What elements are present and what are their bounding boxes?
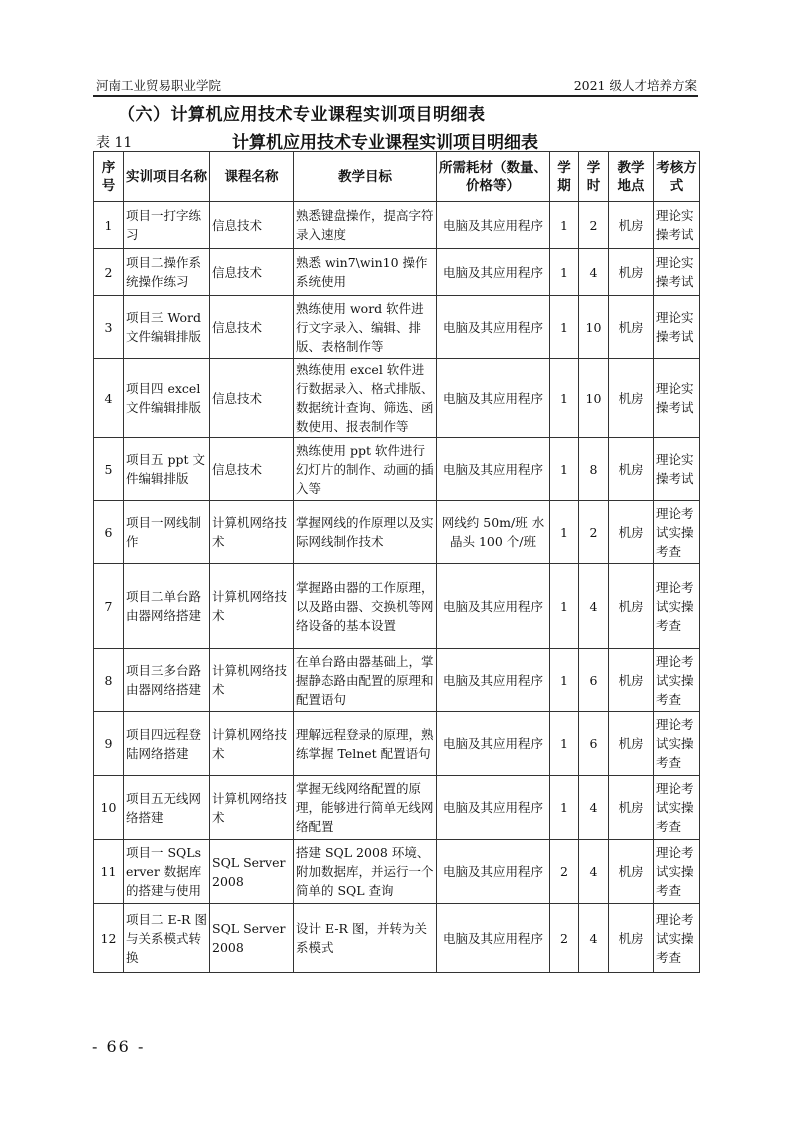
row-hours: 4	[579, 904, 609, 973]
row-assess: 理论实操考试	[654, 202, 700, 249]
row-goal: 熟练使用 excel 软件进行数据录入、格式排版、数据统计查询、筛选、函数使用、报表制作等	[294, 359, 437, 438]
row-project: 项目五 ppt 文件编辑排版	[124, 438, 210, 501]
row-assess: 理论实操考试	[654, 359, 700, 438]
row-place: 机房	[609, 564, 654, 649]
row-project: 项目二 E-R 图与关系模式转换	[124, 904, 210, 973]
row-hours: 4	[579, 249, 609, 296]
col-header-assess: 考核方式	[654, 152, 700, 202]
row-term: 1	[550, 501, 579, 564]
row-course: 计算机网络技术	[210, 564, 294, 649]
row-place: 机房	[609, 501, 654, 564]
row-place: 机房	[609, 296, 654, 359]
row-course: 信息技术	[210, 438, 294, 501]
table-body	[94, 202, 700, 973]
row-hours: 2	[579, 202, 609, 249]
row-assess: 理论考试实操考查	[654, 712, 700, 776]
row-project: 项目四 excel 文件编辑排版	[124, 359, 210, 438]
row-goal: 掌握无线网络配置的原理，能够进行简单无线网络配置	[294, 776, 437, 840]
row-hours: 4	[579, 776, 609, 840]
table-label: 表 11	[96, 135, 133, 151]
row-no: 5	[94, 438, 124, 501]
row-term: 1	[550, 564, 579, 649]
row-course: SQL Server 2008	[210, 840, 294, 904]
row-assess: 理论实操考试	[654, 249, 700, 296]
row-no: 4	[94, 359, 124, 438]
table-title: 计算机应用技术专业课程实训项目明细表	[232, 133, 538, 153]
row-assess: 理论实操考试	[654, 296, 700, 359]
row-project: 项目一 SQLserver 数据库的搭建与使用	[124, 840, 210, 904]
row-goal: 熟练使用 word 软件进行文字录入、编辑、排版、表格制作等	[294, 296, 437, 359]
row-goal: 理解远程登录的原理，熟练掌握 Telnet 配置语句	[294, 712, 437, 776]
row-hours: 2	[579, 501, 609, 564]
table-row	[94, 202, 700, 249]
row-material: 电脑及其应用程序	[437, 249, 550, 296]
row-term: 2	[550, 840, 579, 904]
row-place: 机房	[609, 840, 654, 904]
col-header-place: 教学地点	[609, 152, 654, 202]
row-course: 信息技术	[210, 359, 294, 438]
header-school: 河南工业贸易职业学院	[96, 78, 222, 93]
row-no: 12	[94, 904, 124, 973]
row-assess: 理论考试实操考查	[654, 564, 700, 649]
row-hours: 6	[579, 712, 609, 776]
row-project: 项目一网线制作	[124, 501, 210, 564]
row-course: 信息技术	[210, 296, 294, 359]
row-hours: 10	[579, 359, 609, 438]
row-no: 9	[94, 712, 124, 776]
table-row	[94, 840, 700, 904]
row-term: 1	[550, 712, 579, 776]
table-row	[94, 712, 700, 776]
header-rule	[93, 95, 698, 97]
row-goal: 熟练使用 ppt 软件进行幻灯片的制作、动画的插入等	[294, 438, 437, 501]
row-course: 计算机网络技术	[210, 712, 294, 776]
row-term: 1	[550, 202, 579, 249]
row-place: 机房	[609, 249, 654, 296]
row-no: 1	[94, 202, 124, 249]
row-hours: 10	[579, 296, 609, 359]
row-no: 8	[94, 649, 124, 712]
table-row	[94, 649, 700, 712]
row-term: 1	[550, 438, 579, 501]
row-assess: 理论考试实操考查	[654, 776, 700, 840]
row-no: 10	[94, 776, 124, 840]
col-header-course: 课程名称	[210, 152, 294, 202]
row-course: 计算机网络技术	[210, 649, 294, 712]
table-row	[94, 296, 700, 359]
row-course: 信息技术	[210, 202, 294, 249]
page-number: - 66 -	[92, 1037, 146, 1056]
table-row	[94, 776, 700, 840]
row-place: 机房	[609, 776, 654, 840]
col-header-term: 学期	[550, 152, 579, 202]
row-no: 11	[94, 840, 124, 904]
row-place: 机房	[609, 202, 654, 249]
row-course: 信息技术	[210, 249, 294, 296]
row-place: 机房	[609, 904, 654, 973]
row-hours: 6	[579, 649, 609, 712]
row-hours: 4	[579, 564, 609, 649]
row-material: 电脑及其应用程序	[437, 296, 550, 359]
row-goal: 掌握路由器的工作原理，以及路由器、交换机等网络设备的基本设置	[294, 564, 437, 649]
row-term: 1	[550, 359, 579, 438]
col-header-no: 序号	[94, 152, 124, 202]
table-row	[94, 249, 700, 296]
row-project: 项目一打字练习	[124, 202, 210, 249]
table-header-row	[94, 152, 700, 202]
row-material: 电脑及其应用程序	[437, 776, 550, 840]
header-plan: 2021 级人才培养方案	[573, 78, 697, 93]
row-material: 电脑及其应用程序	[437, 202, 550, 249]
row-no: 7	[94, 564, 124, 649]
row-course: 计算机网络技术	[210, 776, 294, 840]
row-no: 6	[94, 501, 124, 564]
row-material: 电脑及其应用程序	[437, 564, 550, 649]
row-goal: 搭建 SQL 2008 环境、附加数据库，并运行一个简单的 SQL 查询	[294, 840, 437, 904]
row-project: 项目二操作系统操作练习	[124, 249, 210, 296]
col-header-project: 实训项目名称	[124, 152, 210, 202]
row-assess: 理论实操考试	[654, 438, 700, 501]
row-project: 项目二单台路由器网络搭建	[124, 564, 210, 649]
row-term: 1	[550, 776, 579, 840]
row-term: 1	[550, 296, 579, 359]
row-project: 项目三 Word 文件编辑排版	[124, 296, 210, 359]
row-no: 3	[94, 296, 124, 359]
row-assess: 理论考试实操考查	[654, 904, 700, 973]
row-project: 项目四远程登陆网络搭建	[124, 712, 210, 776]
row-material: 电脑及其应用程序	[437, 438, 550, 501]
training-table	[93, 151, 700, 973]
row-term: 2	[550, 904, 579, 973]
row-no: 2	[94, 249, 124, 296]
table-row	[94, 501, 700, 564]
row-hours: 8	[579, 438, 609, 501]
row-hours: 4	[579, 840, 609, 904]
row-material: 电脑及其应用程序	[437, 712, 550, 776]
row-goal: 在单台路由器基础上，掌握静态路由配置的原理和配置语句	[294, 649, 437, 712]
row-term: 1	[550, 249, 579, 296]
row-place: 机房	[609, 438, 654, 501]
row-project: 项目三多台路由器网络搭建	[124, 649, 210, 712]
section-title: （六）计算机应用技术专业课程实训项目明细表	[118, 105, 486, 125]
row-place: 机房	[609, 712, 654, 776]
row-project: 项目五无线网络搭建	[124, 776, 210, 840]
col-header-material: 所需耗材（数量、价格等）	[437, 152, 550, 202]
row-material: 电脑及其应用程序	[437, 649, 550, 712]
row-material: 网线约 50m/班 水晶头 100 个/班	[437, 501, 550, 564]
col-header-hours: 学时	[579, 152, 609, 202]
row-place: 机房	[609, 649, 654, 712]
row-material: 电脑及其应用程序	[437, 359, 550, 438]
table-row	[94, 904, 700, 973]
table-row	[94, 438, 700, 501]
row-assess: 理论考试实操考查	[654, 840, 700, 904]
row-term: 1	[550, 649, 579, 712]
row-assess: 理论考试实操考查	[654, 649, 700, 712]
row-goal: 掌握网线的作原理以及实际网线制作技术	[294, 501, 437, 564]
row-goal: 熟悉 win7\win10 操作系统使用	[294, 249, 437, 296]
row-course: 计算机网络技术	[210, 501, 294, 564]
row-course: SQL Server 2008	[210, 904, 294, 973]
row-material: 电脑及其应用程序	[437, 840, 550, 904]
row-goal: 熟悉键盘操作，提高字符录入速度	[294, 202, 437, 249]
table-row	[94, 359, 700, 438]
row-goal: 设计 E-R 图，并转为关系模式	[294, 904, 437, 973]
row-material: 电脑及其应用程序	[437, 904, 550, 973]
row-place: 机房	[609, 359, 654, 438]
row-assess: 理论考试实操考查	[654, 501, 700, 564]
col-header-goal: 教学目标	[294, 152, 437, 202]
table-row	[94, 564, 700, 649]
